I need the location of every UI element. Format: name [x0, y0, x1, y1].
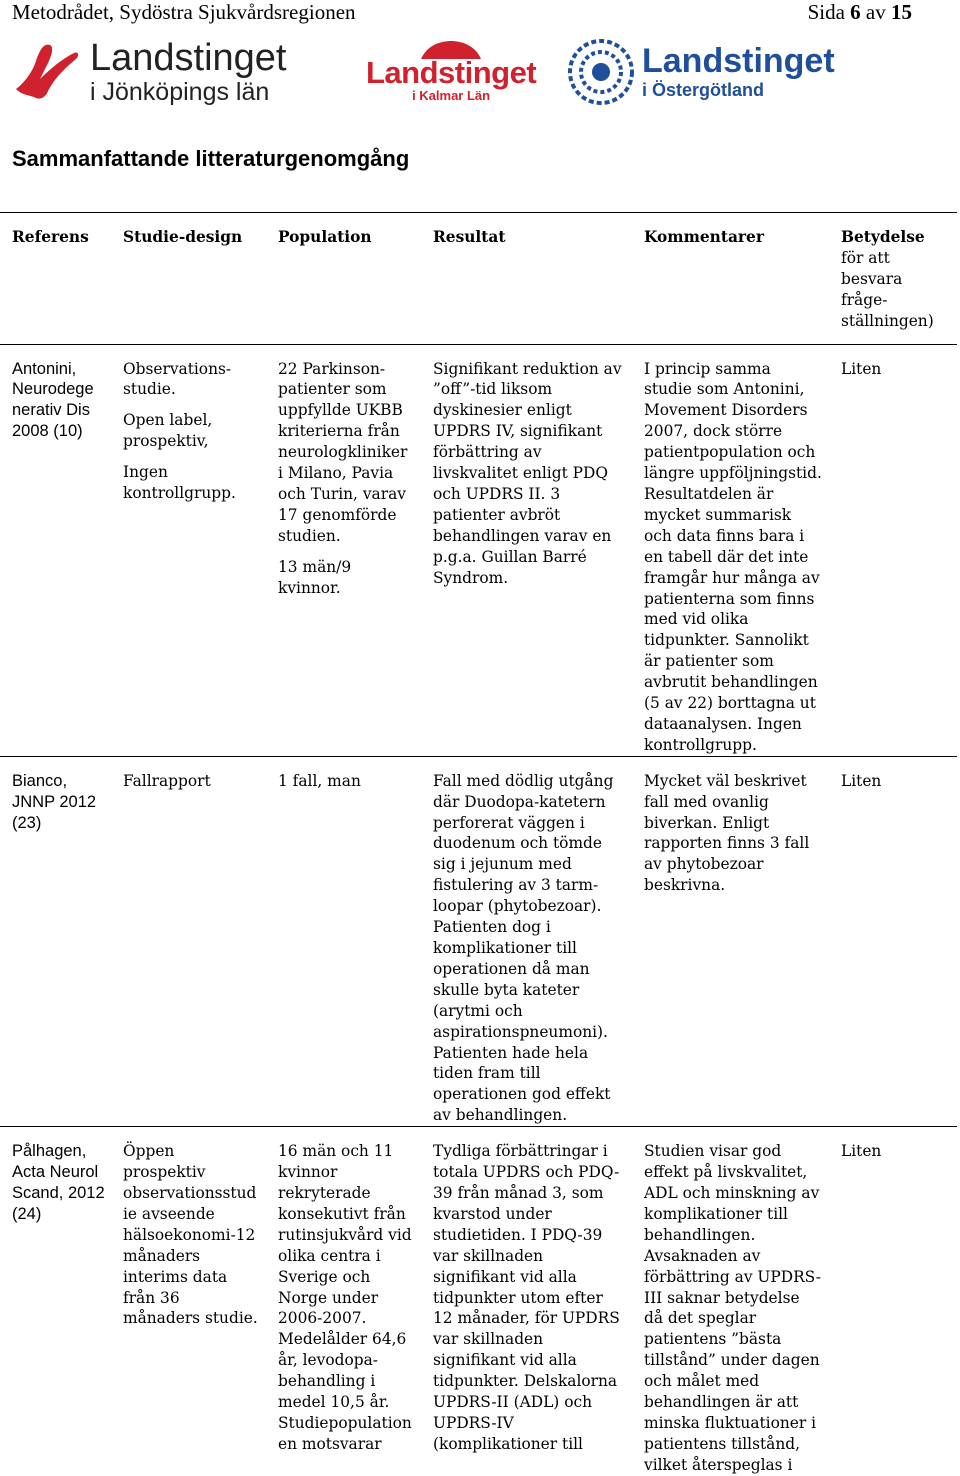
logo-row: [10, 32, 890, 112]
cell-comment: Mycket väl beskrivet fall med ovanlig biverkan. Enligt rapporten finns 3 fall av phytobezoar beskrivna.: [644, 771, 810, 895]
cell-significance: Liten: [841, 359, 882, 378]
cell-design: Fallrapport: [123, 771, 211, 790]
cell-design: Observations-studie. Open label, prospektiv, Ingen kontrollgrupp.: [123, 359, 236, 503]
jonkoping-mark-icon: [10, 39, 82, 105]
cell-significance: Liten: [841, 1142, 882, 1161]
page-indicator: Sida 6 av 15: [807, 0, 912, 24]
page-number: 6: [850, 0, 861, 24]
table-header-row: [0, 213, 957, 345]
cell-ref: Pålhagen, Acta Neurol Scand, 2012 (24): [12, 1142, 105, 1223]
cell-population: 22 Parkinson-patienter som uppfyllde UKBB kriterierna från neurologkliniker i Milano, Pavia och Turin, varav 17 genomförde studien. 13 män/9 kvinnor.: [278, 359, 408, 597]
cell-comment: Studien visar god effekt på livskvalitet, ADL och minskning av komplikationer till behandlingen. Avsaknaden av förbättring av UPDRS-III saknar betydelse då det speglar patientens ”bästa tillstånd” under dagen och målet med behandlingen är att minska fluktuationer i patientens tillstånd, vilket återspeglas i: [644, 1142, 821, 1474]
table-row-last: [0, 1127, 957, 1476]
cell-population: 1 fall, man: [278, 771, 361, 790]
cell-result: Fall med dödlig utgång där Duodopa-katetern perforerat väggen i duodenum och tömde sig i jejunum med fistulering av 3 tarm-loopar (phytobezoar). Patienten dog i komplikationer till operationen då man skulle byta kateter (arytmi och aspirationspneumoni). Patienten hade hela tiden fram till operationen god effekt av behandlingen.: [433, 771, 614, 1125]
cell-comment: I princip samma studie som Antonini, Movement Disorders 2007, dock större patientpopulation och längre uppföljningstid. Resultatdelen är mycket summarisk och data finns bara i en tabell där det inte framgår hur många av patienterna som finns med vid olika tidpunkter. Sannolikt är patienter som avbrutit behandlingen (5 av 22) borttagna ut dataanalysen. Ingen kontrollgrupp.: [644, 359, 822, 754]
header-population: Population: [278, 228, 372, 246]
header-organization: Metodrådet, Sydöstra Sjukvårdsregionen: [12, 0, 356, 24]
cell-design: Öppen prospektiv observationsstud ie avseende hälsoekonomi-12 månaders interims data från 36 månaders studie.: [123, 1142, 258, 1328]
table-row: [0, 756, 957, 1126]
cell-ref: Antonini, Neurodege nerativ Dis 2008 (10): [12, 359, 94, 441]
table-row: [0, 344, 957, 756]
page-header: [12, 0, 912, 26]
section-title: Sammanfattande litteraturgenomgång: [12, 146, 410, 171]
page-total: 15: [891, 0, 912, 24]
cell-result: Signifikant reduktion av ”off”-tid liksom dyskinesier enligt UPDRS IV, signifikant förbättring av livskvalitet enligt PDQ och UPDRS II. 3 patienter avbröt behandlingen varav en p.g.a. Guillan Barré Syndrom.: [433, 359, 622, 587]
logo-ostergotland: Landstinget i Östergötland: [566, 32, 835, 112]
cell-result: Tydliga förbättringar i totala UPDRS och PDQ-39 från månad 3, som kvarstod under studietiden. I PDQ-39 var skillnaden signifikant vid alla tidpunkter utom efter 12 månader, för UPDRS var skillnaden signifikant vid alla tidpunkter. Delskalorna UPDRS-II (ADL) och UPDRS-IV (komplikationer till: [433, 1142, 620, 1453]
literature-table: [0, 212, 957, 1476]
logo-kalmar: Landstinget i Kalmar Län: [366, 32, 536, 112]
cell-significance: Liten: [841, 771, 882, 790]
header-resultat: Resultat: [433, 228, 506, 246]
ostergotland-emblem-icon: [566, 37, 636, 107]
cell-population: 16 män och 11 kvinnor rekryterade konsekutivt från rutinsjukvård vid olika centra i Sverige och Norge under 2006-2007. Medelålder 64,6 år, levodopa-behandling i medel 10,5 år. Studiepopulation en motsvarar: [278, 1142, 412, 1453]
header-referens: Referens: [12, 228, 89, 246]
header-studie-design: Studie-design: [123, 228, 243, 246]
header-betydelse-sub: för att besvara fråge-ställningen): [841, 248, 934, 330]
logo-jonkoping: Landstinget i Jönköpings län: [10, 32, 287, 112]
cell-ref: Bianco, JNNP 2012 (23): [12, 771, 97, 832]
header-betydelse: Betydelse för att besvara fråge-ställningen): [829, 213, 957, 345]
header-kommentarer: Kommentarer: [644, 228, 764, 246]
